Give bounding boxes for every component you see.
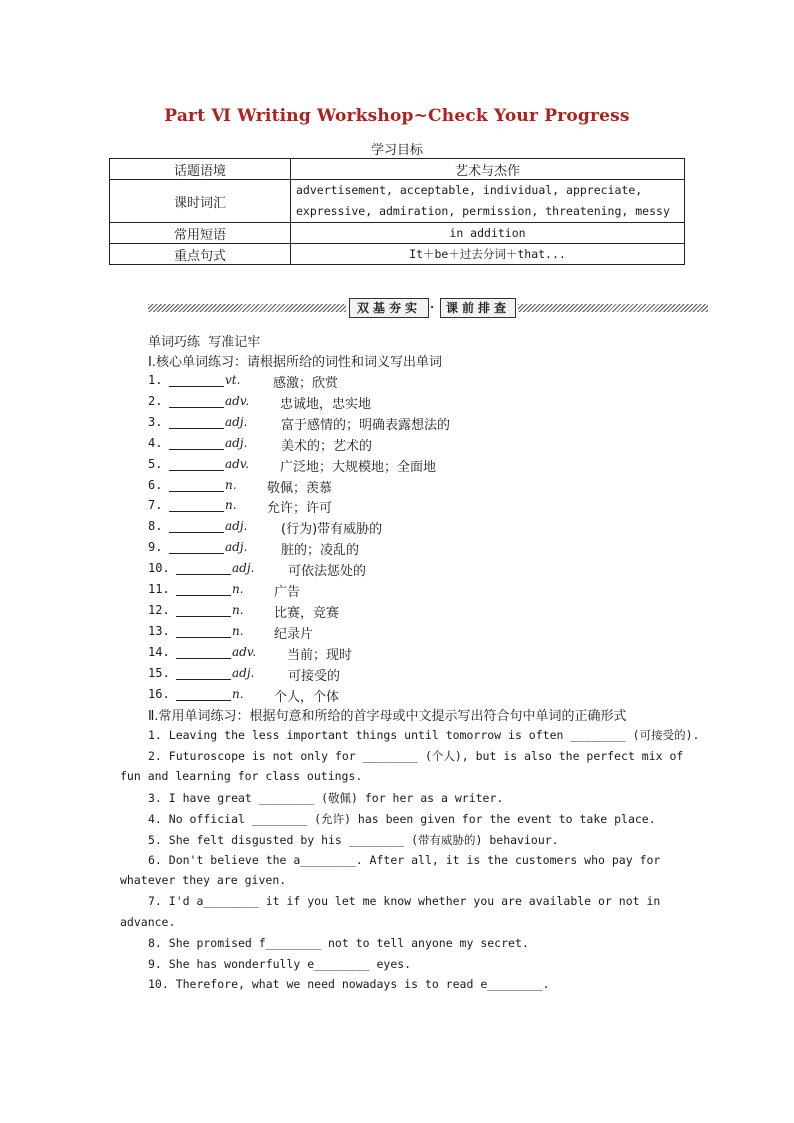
vocab-item-number: 14. — [148, 645, 170, 659]
table-row — [110, 244, 685, 265]
row-key: 课时词汇 — [110, 180, 291, 223]
sentence-line: advance. — [120, 915, 176, 929]
goals-caption: 学习目标 — [370, 143, 423, 158]
answer-blank[interactable] — [176, 604, 231, 617]
sentence-line: fun and learning for class outings. — [120, 769, 363, 783]
answer-blank[interactable] — [176, 688, 231, 701]
banner-hatch-left — [148, 304, 346, 312]
vocab-item-number: 1. — [148, 373, 163, 387]
row-value: in addition — [291, 223, 685, 244]
answer-blank[interactable] — [169, 395, 224, 408]
answer-blank[interactable] — [169, 499, 224, 512]
sentence-line: 6. Don't believe the a________. After all, it is the customers who pay for — [148, 853, 661, 867]
vocab-item-number: 8. — [148, 519, 163, 533]
vocab-item-number: 9. — [148, 540, 163, 554]
section-heading: 单词巧练 写准记牢 — [148, 335, 261, 350]
row-key: 常用短语 — [110, 223, 291, 244]
part-of-speech: n. — [232, 687, 244, 701]
word-meaning: 允许；许可 — [267, 501, 333, 516]
part-of-speech: n. — [225, 498, 237, 512]
word-meaning: 比赛，竞赛 — [274, 606, 340, 621]
part-of-speech: n. — [232, 603, 244, 617]
part-of-speech: adj. — [232, 666, 255, 680]
word-meaning: 个人，个体 — [274, 690, 340, 705]
sentence-line: 7. I'd a________ it if you let me know whether you are available or not in — [148, 894, 661, 908]
sentence-line: 1. Leaving the less important things until tomorrow is often ________ (可接受的). — [148, 728, 700, 742]
banner-badge-left: 双基夯实 — [349, 298, 429, 318]
word-meaning: 美术的；艺术的 — [281, 439, 373, 454]
word-meaning: 敬佩；羡慕 — [267, 481, 333, 496]
word-meaning: 忠诚地，忠实地 — [280, 397, 372, 412]
answer-blank[interactable] — [169, 458, 224, 471]
vocab-item-number: 3. — [148, 415, 163, 429]
sentence-line: 9. She has wonderfully e________ eyes. — [148, 957, 412, 971]
part-of-speech: n. — [232, 582, 244, 596]
part-of-speech: adj. — [225, 436, 248, 450]
part-of-speech: adj. — [232, 561, 255, 575]
sentence-line: 10. Therefore, what we need nowadays is to read e________. — [148, 977, 550, 991]
answer-blank[interactable] — [169, 416, 224, 429]
part-of-speech: vt. — [225, 373, 241, 387]
vocab-item-number: 6. — [148, 478, 163, 492]
part1-heading: Ⅰ.核心单词练习：请根据所给的词性和词义写出单词 — [148, 355, 442, 370]
sentence-line: 2. Futuroscope is not only for ________ (个人), but is also the perfect mix of — [148, 749, 684, 763]
vocab-item-number: 5. — [148, 457, 163, 471]
answer-blank[interactable] — [169, 541, 224, 554]
word-meaning: 富于感情的；明确表露想法的 — [281, 418, 451, 433]
section-banner — [148, 298, 708, 318]
part-of-speech: adj. — [225, 415, 248, 429]
word-meaning: 可依法惩处的 — [288, 564, 367, 579]
word-meaning: 广告 — [274, 585, 301, 600]
part-of-speech: adv. — [225, 457, 250, 471]
word-meaning: 脏的；凌乱的 — [281, 543, 360, 558]
vocab-item-number: 15. — [148, 666, 170, 680]
part-of-speech: adj. — [225, 540, 248, 554]
answer-blank[interactable] — [169, 479, 224, 492]
sentence-line: whatever they are given. — [120, 873, 287, 887]
banner-hatch-right — [518, 304, 708, 312]
vocab-item-number: 12. — [148, 603, 170, 617]
part-of-speech: n. — [232, 624, 244, 638]
vocab-line-2: expressive, admiration, permission, threatening, messy — [296, 204, 670, 218]
answer-blank[interactable] — [176, 625, 231, 638]
banner-dot: · — [430, 300, 435, 314]
answer-blank[interactable] — [176, 562, 231, 575]
part-of-speech: adv. — [225, 394, 250, 408]
sentence-line: 5. She felt disgusted by his ________ (带有威胁的) behaviour. — [148, 833, 559, 847]
vocab-item-number: 16. — [148, 687, 170, 701]
part2-heading: Ⅱ.常用单词练习：根据句意和所给的首字母或中文提示写出符合句中单词的正确形式 — [148, 709, 627, 724]
answer-blank[interactable] — [169, 437, 224, 450]
sentence-line: 3. I have great ________ (敬佩) for her as a writer. — [148, 791, 504, 805]
answer-blank[interactable] — [169, 520, 224, 533]
sentence-line: 8. She promised f________ not to tell anyone my secret. — [148, 936, 529, 950]
banner-badge-right: 课前排查 — [440, 298, 516, 318]
answer-blank[interactable] — [169, 374, 224, 387]
table-row — [110, 180, 685, 223]
word-meaning: 可接受的 — [288, 669, 341, 684]
vocab-item-number: 11. — [148, 582, 170, 596]
vocab-item-number: 2. — [148, 394, 163, 408]
row-value: It＋be＋过去分词＋that... — [291, 244, 685, 265]
row-value: 艺术与杰作 — [291, 159, 685, 180]
row-key: 话题语境 — [110, 159, 291, 180]
row-key: 重点句式 — [110, 244, 291, 265]
vocab-item-number: 10. — [148, 561, 170, 575]
answer-blank[interactable] — [176, 646, 231, 659]
row-value — [291, 180, 685, 223]
vocab-item-number: 7. — [148, 498, 163, 512]
vocab-item-number: 13. — [148, 624, 170, 638]
part-of-speech: adv. — [232, 645, 257, 659]
part-of-speech: n. — [225, 478, 237, 492]
table-row — [110, 223, 685, 244]
word-meaning: 当前；现时 — [287, 648, 353, 663]
table-row — [110, 159, 685, 180]
page-title: Part Ⅵ Writing Workshop~Check Your Progress — [164, 106, 630, 126]
vocab-line-1: advertisement, acceptable, individual, appreciate, — [296, 183, 643, 197]
part-of-speech: adj. — [225, 519, 248, 533]
word-meaning: 感激；欣赏 — [273, 376, 339, 391]
word-meaning: 广泛地；大规模地；全面地 — [280, 460, 437, 475]
word-meaning: (行为)带有威胁的 — [281, 522, 383, 537]
answer-blank[interactable] — [176, 667, 231, 680]
word-meaning: 纪录片 — [274, 627, 314, 642]
answer-blank[interactable] — [176, 583, 231, 596]
learning-goals-table — [109, 158, 685, 265]
vocab-item-number: 4. — [148, 436, 163, 450]
sentence-line: 4. No official ________ (允许) has been given for the event to take place. — [148, 812, 656, 826]
